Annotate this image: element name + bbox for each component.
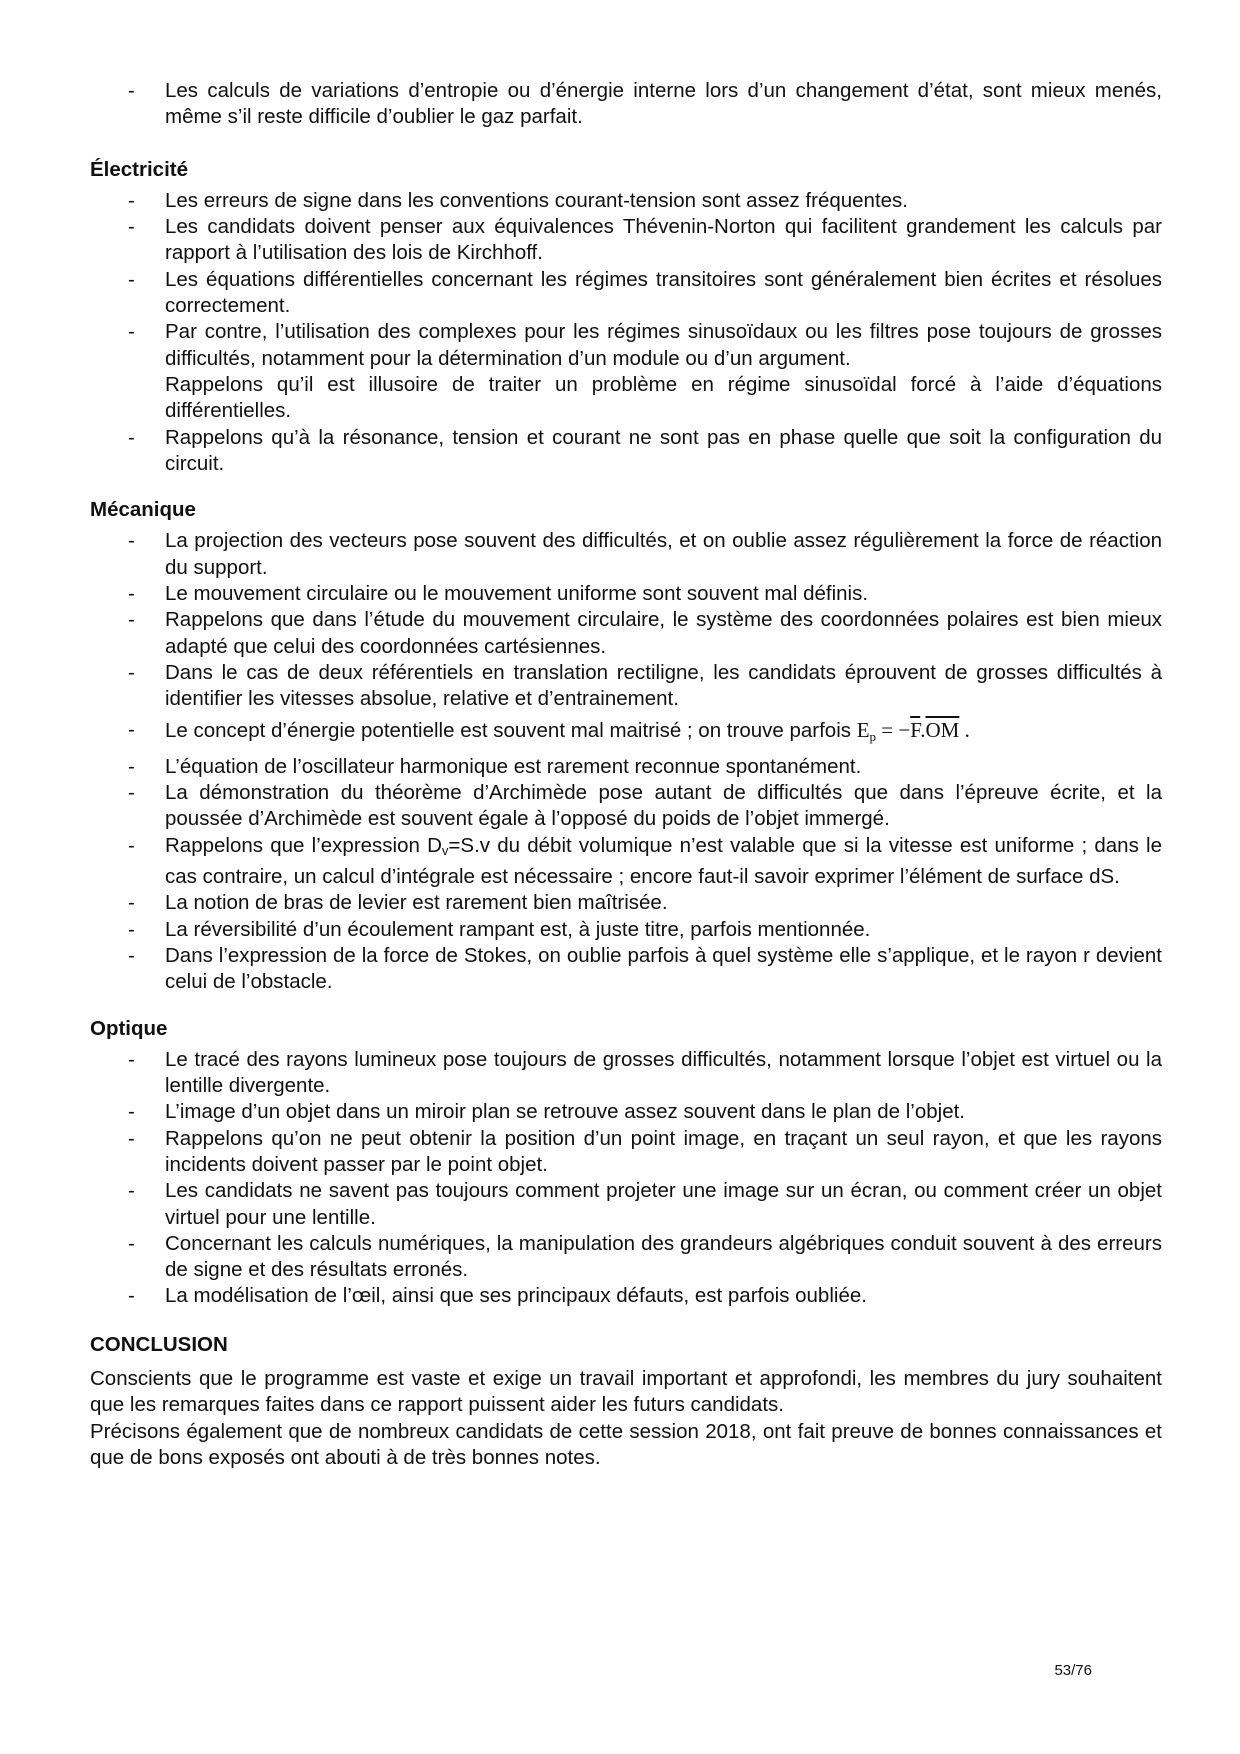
bullet-dash: -	[128, 188, 135, 212]
list-item: - La démonstration du théorème d’Archimède pose autant de difficultés que dans l’épreuve écrite, et la poussée d’Archimède est souvent égale à l’opposé du poids de l’objet immergé.	[128, 781, 1162, 831]
bullet-dash: -	[128, 660, 135, 684]
bullet-dash: -	[128, 79, 135, 102]
list-item: - La réversibilité d’un écoulement rampant est, à juste titre, parfois mentionnée.	[90, 917, 1162, 943]
list-item: - L’équation de l’oscillateur harmonique est rarement reconnue spontanément.	[90, 754, 1162, 780]
vector-OM: $\overline{OM}$	[925, 717, 960, 742]
list-item: - Par contre, l’utilisation des complexes pour les régimes sinusoïdaux ou les filtres pose toujours de grosses difficultés, notamment pour la détermination d’un module ou d’un argument. Rappelons qu’il est illusoire de traiter un problème en régime sinusoïdal forcé à l’aide d’équations différentielles.	[128, 320, 1162, 423]
conclusion-paragraph: Précisons également que de nombreux candidats de cette session 2018, ont fait preuve de bonnes connaissances et que de bons exposés ont abouti à de très bonnes notes.	[90, 1419, 1162, 1469]
list-item: - Le tracé des rayons lumineux pose toujours de grosses difficultés, notamment lorsque l’objet est virtuel ou la lentille divergente.	[128, 1047, 1162, 1098]
bullet-dash: -	[128, 608, 135, 632]
list-item: - Rappelons que dans l’étude du mouvement circulaire, le système des coordonnées polaires est bien mieux adapté que celui des coordonnées cartésiennes.	[128, 608, 1162, 658]
bullet-dash: -	[128, 1126, 135, 1150]
bullet-dash: -	[128, 1100, 135, 1124]
list-item-note: Rappelons qu’il est illusoire de traiter un problème en régime sinusoïdal forcé à l’aide d’équations différentielles.	[165, 372, 1162, 423]
bullet-dash: -	[128, 1231, 135, 1255]
bullet-dash: -	[128, 215, 135, 239]
bullet-dash: -	[128, 425, 135, 449]
page-content	[90, 78, 1162, 1471]
bullet-dash: -	[128, 754, 135, 778]
list-item: - Dans l’expression de la force de Stokes, on oublie parfois à quel système elle s’applique, et le rayon r devient celui de l’obstacle.	[128, 943, 1162, 994]
vector-F: $\overline{F}$	[910, 717, 921, 742]
list-item: - La notion de bras de levier est rarement bien maîtrisée.	[90, 890, 1162, 916]
bullet-dash: -	[128, 582, 135, 606]
section-title-conclusion: CONCLUSION	[90, 1332, 228, 1356]
bullet-dash: -	[128, 717, 135, 741]
section-title-electricite: Électricité	[90, 157, 188, 181]
bullet-dash: -	[128, 833, 135, 857]
bullet-dash: -	[128, 1284, 135, 1308]
bullet-dash: -	[128, 320, 135, 344]
section-title-mecanique: Mécanique	[90, 498, 196, 522]
bullet-dash: -	[128, 1179, 135, 1203]
list-item: - Rappelons que l’expression Dv=S.v du débit volumique n’est valable que si la vitesse est uniforme ; dans le cas contraire, un calcul d’intégrale est nécessaire ; encore faut-il savoir exprimer l’élément de surface dS.	[128, 833, 1162, 889]
bullet-dash: -	[128, 891, 135, 915]
energy-formula: $E_p = -\overline{F}.\overline{OM}$ .	[856, 717, 970, 744]
mecanique-list	[90, 528, 1162, 995]
list-item: - Les erreurs de signe dans les conventions courant-tension sont assez fréquentes.	[90, 188, 1162, 214]
list-item: - La projection des vecteurs pose souvent des difficultés, et on oublie assez régulièrement la force de réaction du support.	[128, 529, 1162, 579]
bullet-dash: -	[128, 943, 135, 967]
list-item: - Le mouvement circulaire ou le mouvement uniforme sont souvent mal définis.	[90, 581, 1162, 607]
list-item: - Les calculs de variations d’entropie ou d’énergie interne lors d’un changement d’état, sont mieux menés, même s’il reste difficile d’oublier le gaz parfait.	[128, 79, 1162, 129]
list-item: - Les candidats ne savent pas toujours comment projeter une image sur un écran, ou comment créer un objet virtuel pour une lentille.	[128, 1179, 1162, 1229]
section-title-optique: Optique	[90, 1016, 168, 1040]
bullet-dash: -	[128, 781, 135, 805]
page-number: 53/76	[1054, 1662, 1092, 1679]
list-item: - L’image d’un objet dans un miroir plan se retrouve assez souvent dans le plan de l’objet.	[90, 1099, 1162, 1125]
bullet-dash: -	[128, 917, 135, 941]
bullet-dash: -	[128, 1047, 135, 1071]
list-item: - La modélisation de l’œil, ainsi que ses principaux défauts, est parfois oubliée.	[90, 1283, 1162, 1309]
electricite-list	[90, 188, 1162, 477]
bullet-dash: -	[128, 267, 135, 291]
optique-list	[90, 1047, 1162, 1310]
list-item: - Les équations différentielles concernant les régimes transitoires sont généralement bien écrites et résolues correctement.	[128, 267, 1162, 318]
conclusion-paragraph: Conscients que le programme est vaste et exige un travail important et approfondi, les membres du jury souhaitent que les remarques faites dans ce rapport puissent aider les futurs candidats.	[90, 1367, 1162, 1417]
list-item: - Concernant les calculs numériques, la manipulation des grandeurs algébriques conduit souvent à des erreurs de signe et des résultats erronés.	[128, 1231, 1162, 1282]
intro-list	[90, 78, 1162, 131]
list-item: - Dans le cas de deux référentiels en translation rectiligne, les candidats éprouvent de grosses difficultés à identifier les vitesses absolue, relative et d’entrainement.	[128, 660, 1162, 711]
list-item: - Le concept d’énergie potentielle est souvent mal maitrisé ; on trouve parfois $E_p = -\overline{F}.\overline{OM}$ .	[128, 717, 970, 744]
list-item: - Les candidats doivent penser aux équivalences Thévenin-Norton qui facilitent grandement les calculs par rapport à l’utilisation des lois de Kirchhoff.	[128, 215, 1162, 265]
bullet-dash: -	[128, 529, 135, 553]
list-item: - Rappelons qu’à la résonance, tension et courant ne sont pas en phase quelle que soit la configuration du circuit.	[128, 425, 1162, 475]
list-item: - Rappelons qu’on ne peut obtenir la position d’un point image, en traçant un seul rayon, et que les rayons incidents doivent passer par le point objet.	[128, 1126, 1162, 1176]
